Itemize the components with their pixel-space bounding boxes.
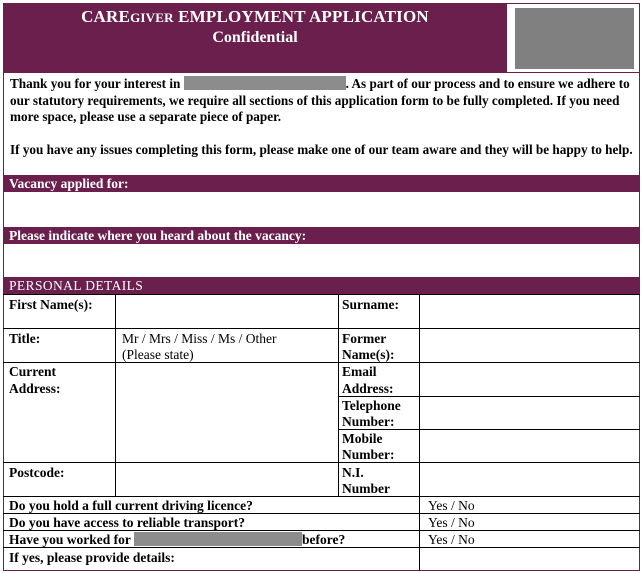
surname-label: Surname: bbox=[342, 297, 399, 312]
redacted-company-name bbox=[134, 532, 302, 546]
intro-text: Thank you for your interest in . As part of our process and to ensure we adhere to our statutory requirements, we require all sections of this application form to be fully completed. If you need more space, please use a separate piece of paper. If you have any issues completing this form, please make one of our team aware and they will be happy to help. bbox=[10, 76, 633, 157]
email-input[interactable] bbox=[420, 363, 639, 396]
ni-label-1: N.I. bbox=[342, 465, 364, 480]
mobile-label-2: Number: bbox=[342, 447, 395, 462]
ni-input[interactable] bbox=[420, 463, 639, 496]
form-header bbox=[3, 3, 507, 73]
current-address-label-2: Address: bbox=[9, 381, 61, 396]
telephone-input[interactable] bbox=[420, 397, 639, 429]
section-personal: PERSONAL DETAILS bbox=[3, 277, 640, 294]
current-address-input[interactable] bbox=[116, 363, 338, 462]
title-label: Title: bbox=[9, 331, 41, 346]
grid-line bbox=[338, 294, 339, 496]
driving-licence-answer[interactable]: Yes / No bbox=[428, 498, 475, 513]
first-name-input[interactable] bbox=[116, 295, 338, 328]
driving-licence-question: Do you hold a full current driving licence? bbox=[9, 498, 253, 513]
heard-input[interactable] bbox=[4, 244, 639, 276]
telephone-label-2: Number: bbox=[342, 414, 395, 429]
transport-answer[interactable]: Yes / No bbox=[428, 515, 475, 530]
mobile-input[interactable] bbox=[420, 430, 639, 462]
telephone-label-1: Telephone bbox=[342, 398, 401, 413]
current-address-label-1: Current bbox=[9, 364, 56, 379]
company-logo-icon bbox=[515, 8, 634, 69]
redacted-company-name bbox=[184, 76, 346, 90]
email-label-1: Email bbox=[342, 364, 377, 379]
title-options[interactable]: Mr / Mrs / Miss / Ms / Other bbox=[122, 331, 277, 346]
email-label-2: Address: bbox=[342, 381, 394, 396]
mobile-label-1: Mobile bbox=[342, 431, 383, 446]
grid-line bbox=[3, 496, 640, 497]
first-name-label: First Name(s): bbox=[9, 297, 93, 312]
postcode-label: Postcode: bbox=[9, 465, 65, 480]
former-name-label-1: Former bbox=[342, 331, 387, 346]
transport-question: Do you have access to reliable transport? bbox=[9, 515, 245, 530]
details-input[interactable] bbox=[420, 548, 639, 570]
former-name-input[interactable] bbox=[420, 329, 639, 362]
vacancy-input[interactable] bbox=[4, 192, 639, 226]
postcode-input[interactable] bbox=[116, 463, 338, 496]
form-title: CAREGIVER EMPLOYMENT APPLICATION bbox=[81, 7, 429, 26]
surname-input[interactable] bbox=[420, 295, 639, 328]
details-label: If yes, please provide details: bbox=[9, 550, 175, 565]
ni-label-2: Number bbox=[342, 481, 390, 496]
form-subtitle: Confidential bbox=[212, 29, 298, 46]
section-vacancy: Vacancy applied for: bbox=[3, 175, 640, 192]
section-heard: Please indicate where you heard about the vacancy: bbox=[3, 227, 640, 244]
title-note: (Please state) bbox=[122, 347, 194, 362]
worked-before-question: Have you worked for before? bbox=[9, 532, 346, 547]
former-name-label-2: Name(s): bbox=[342, 347, 395, 362]
worked-before-answer[interactable]: Yes / No bbox=[428, 532, 475, 547]
